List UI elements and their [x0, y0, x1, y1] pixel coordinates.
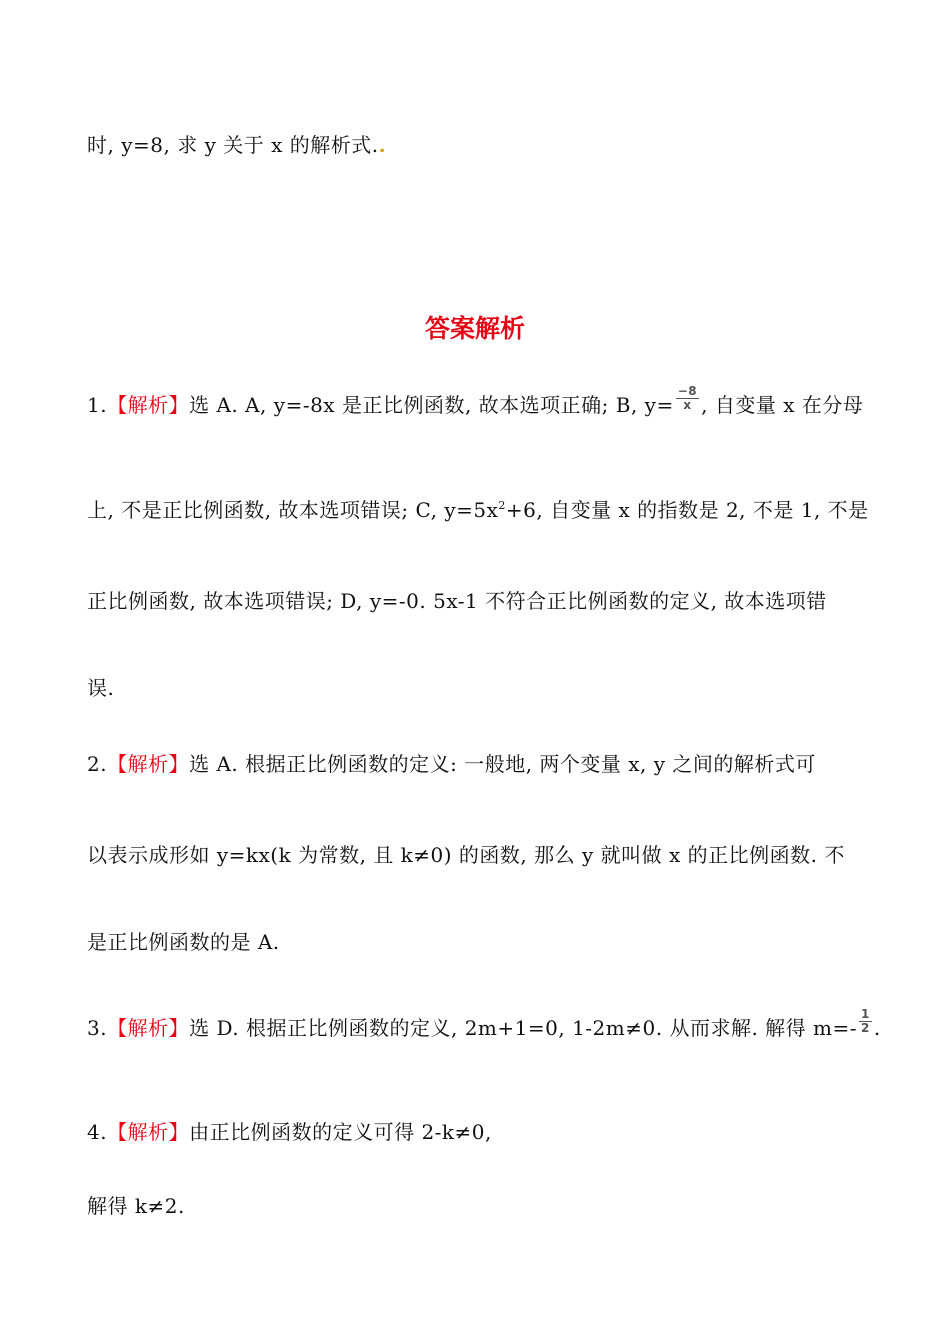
item-1-text-b: , 自变量 x 在分母: [701, 393, 864, 417]
dot-mark: .: [378, 133, 387, 157]
exponent: 2: [498, 499, 506, 512]
item-2-tag: 【解析】: [107, 752, 190, 776]
answer-title: 答案解析: [424, 314, 525, 343]
item-2-text: 选 A. 根据正比例函数的定义: 一般地, 两个变量 x, y 之间的解析式可: [189, 752, 816, 776]
fraction-neg8-over-x: [676, 385, 699, 412]
item-2-number: 2.: [87, 752, 108, 776]
item-3-line-1: [87, 1007, 881, 1043]
fraction-denominator: x: [683, 398, 692, 412]
item-4-tag: 【解析】: [107, 1120, 190, 1144]
fraction-one-half: [859, 1008, 872, 1035]
item-2-line-3: 是正比例函数的是 A.: [87, 930, 280, 954]
item-3-text: 选 D. 根据正比例函数的定义, 2m+1=0, 1-2m≠0. 从而求解. 解得 m=-: [189, 1016, 857, 1040]
question-tail-text: 时, y=8, 求 y 关于 x 的解析式.: [87, 133, 379, 157]
item-1-line-2: [87, 498, 869, 522]
fraction-denominator: 2: [861, 1021, 870, 1035]
item-4-number: 4.: [87, 1120, 108, 1144]
item-2-line-1: [87, 752, 862, 776]
fraction-numerator: 1: [861, 1007, 870, 1021]
item-4-line-2: 解得 k≠2.: [87, 1194, 185, 1218]
item-1-number: 1.: [87, 393, 108, 417]
item-3-number: 3.: [87, 1016, 108, 1040]
item-1-line-4: 误.: [87, 676, 115, 700]
item-2-line-2: 以表示成形如 y=kx(k 为常数, 且 k≠0) 的函数, 那么 y 就叫做 x 的正比例函数. 不: [87, 843, 845, 867]
item-1-tag: 【解析】: [107, 393, 190, 417]
item-4-line-1: [87, 1120, 862, 1144]
item-1-text-d: +6, 自变量 x 的指数是 2, 不是 1, 不是: [505, 498, 869, 522]
item-4-text: 由正比例函数的定义可得 2-k≠0,: [189, 1120, 492, 1144]
question-tail: [87, 133, 862, 157]
item-1-line-3: 正比例函数, 故本选项错误; D, y=-0. 5x-1 不符合正比例函数的定义, 故本选项错: [87, 589, 827, 613]
item-1-text-c: 上, 不是正比例函数, 故本选项错误; C, y=5x: [87, 498, 499, 522]
item-3-end: .: [873, 1016, 881, 1040]
item-3-tag: 【解析】: [107, 1016, 190, 1040]
item-1-line-1: [87, 384, 864, 420]
item-1-text-a: 选 A. A, y=-8x 是正比例函数, 故本选项正确; B, y=: [189, 393, 674, 417]
fraction-numerator: −8: [677, 384, 698, 398]
